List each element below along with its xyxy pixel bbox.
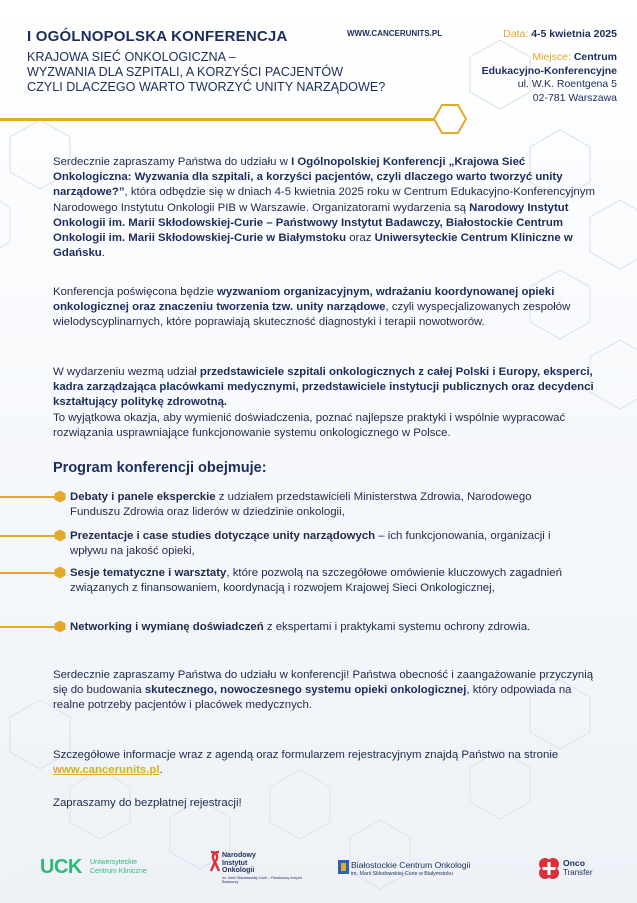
program-item-bold: Prezentacje i case studies dotyczące unity narządowych [70,530,376,542]
uck-logo-text [90,858,170,876]
place-street: ul. W.K. Roentgena 5 [517,78,617,90]
nio-name [222,852,256,875]
program-item-desc: z udziałem przedstawicieli Ministerstwa Zdrowia, Narodowego Funduszu Zdrowia oraz liderów w dziedzinie onkologii, [70,491,532,518]
program-item-bold: Networking i wymianę doświadczeń [70,621,264,633]
uck-logo-abbr: UCK [40,856,82,878]
focus-text: , czyli wyspecjalizowanych zespołów wielodyscyplinarnych, które poprawiają skuteczność diagnostyki i terapii nowotworów. [53,301,571,329]
oncotransfer-name: Onco [563,858,585,868]
event-date [503,28,617,40]
participants-text: To wyjątkowa okazja, aby wymienić doświadczenia, poznać najlepsze praktyki i wspólnie wypracować rozwiązania usprawniające funkcjonowanie systemu onkologicznego w Polsce. [53,411,566,439]
bco-subtitle: im. Marii Skłodowskiej-Curie w Białymstoku [351,871,453,877]
intro-text: . [101,247,105,260]
nio-name-line: Onkologii [222,867,255,874]
program-item-bold: Sesje tematyczne i warsztaty [70,567,227,579]
gold-divider [0,118,440,121]
focus-paragraph [53,285,598,331]
organizers-bold: Narodowy Instytut Onkologii im. Marii Skłodowskiej-Curie – Państwowy Instytut Badawczy, Białostockie Centrum Onkologii im. Marii Skłodowskiej-Curie w Białymstoku [53,201,569,245]
program-title: Program konferencji obejmuje: [53,460,267,476]
subtitle-line: KRAJOWA SIEĆ ONKOLOGICZNA – [27,50,236,64]
bullet-line [0,496,60,498]
nio-name-line: Narodowy [222,852,256,859]
hexagon-bullet-icon [54,566,66,579]
place-label: Miejsce: [532,51,571,63]
program-item-text [70,620,570,635]
intro-text: oraz [346,232,375,245]
program-item-text [70,566,570,596]
participants-paragraph [53,365,598,441]
place-city: 02-781 Warszawa [532,91,617,104]
focus-text: Konferencja poświęcona będzie [53,286,218,298]
bullet-line [0,535,60,537]
oncotransfer-sub: Transfer [563,868,593,877]
program-item-text [70,490,570,520]
bullet-line [0,572,60,574]
nio-subtitle: im. Marii Skłodowskiej-Curie – Państwowy Instytut Badawczy [222,876,302,885]
intro-paragraph [53,155,598,261]
bco-name: Białostockie Centrum Onkologii [351,860,471,870]
conference-subtitle [27,50,427,95]
info-text: . [159,764,163,777]
hexagon-bullet-icon [54,620,66,633]
focus-bold: wyzwaniom organizacyjnym, wdrażaniu koordynowanej opieki onkologicznej oraz znaczeniu tworzenia tzw. unity narządowe [53,286,555,314]
closing-bold: skutecznego, nowoczesnego systemu opieki onkologicznej [144,684,467,697]
closing-text: , który odpowiada na realne potrzeby pacjentów i placówek medycznych. [53,684,572,712]
subtitle-line: WYZWANIA DLA SZPITALI, A KORZYŚCI PACJENTÓW [27,65,344,79]
program-item-text [70,529,570,559]
info-text: Szczegółowe informacje wraz z agendą oraz formularzem rejestracyjnym znajdą Państwo na stronie [53,749,559,761]
date-label: Data: [503,28,529,40]
program-item-desc: z ekspertami i praktykami systemu ochrony zdrowia. [263,621,531,633]
program-item-desc: , które pozwolą na szczegółowe omówienie kluczowych zagadnień związanych z finansowaniem, koordynacją i rozwojem Krajowej Sieci Onkologicznej, [70,567,562,594]
intro-text: Serdecznie zapraszamy Państwa do udziału w [53,156,292,168]
final-invitation: Zapraszamy do bezpłatnej rejestracji! [53,797,242,809]
event-location [482,51,617,105]
partner-logos [0,850,637,890]
nio-name-line: Instytut [222,859,248,867]
intro-bold: I Ogólnopolskiej Konferencji „Krajowa Sieć Onkologiczna: Wyzwania dla szpitali, a korzyści pacjentów, czyli dlaczego warto tworzyć unity narządowe?” [53,156,563,199]
place-name-1: Centrum [573,51,617,63]
uck-logo [40,856,147,879]
organizer-uck-bold: Uniwersyteckie Centrum Kliniczne w Gdańsku [53,232,573,260]
closing-paragraph [53,668,598,714]
intro-text: , która odbędzie się w dniach 4-5 kwietnia 2025 roku w Centrum Edukacyjno-Konferencyjnym Narodowego Instytutu Onkologii PIB w Warszawie. Organizatorami wydarzenia są [53,186,595,214]
conference-title: I OGÓLNOPOLSKA KONFERENCJA [27,28,288,45]
date-value: 4-5 kwietnia 2025 [531,28,617,40]
participants-bold: przedstawiciele szpitali onkologicznych z całej Polski i Europy, eksperci, kadra zarządzająca placówkami medycznymi, przedstawiciele instytucji publicznych oraz decydenci kształtujący politykę zdrowotną. [53,366,594,409]
uck-name-line: Uniwersyteckie [90,859,138,866]
subtitle-line: CZYLI DLACZEGO WARTO TWORZYĆ UNITY NARZĄDOWE? [27,80,386,94]
bullet-line [0,626,60,628]
hexagon-bullet-icon [54,490,66,503]
participants-text: W wydarzeniu wezmą udział [53,366,200,378]
closing-text: Serdecznie zapraszamy Państwa do udziału w konferencji! Państwa obecność i zaangażowanie przyczynią się do budowania [53,669,594,697]
place-name-2: Edukacyjno-Konferencyjne [481,64,617,77]
oncotransfer-cross-icon [537,856,561,882]
nio-ribbon-icon [208,850,222,874]
bco-crest-icon [338,860,349,874]
info-paragraph [53,748,598,778]
program-item-desc: – ich funkcjonowania, organizacji i wpływu na jakość opieki, [70,530,551,557]
registration-link[interactable]: www.cancerunits.pl [53,764,160,777]
hexagon-icon [433,104,467,134]
hexagon-bullet-icon [54,529,66,542]
website-link[interactable]: WWW.CANCERUNITS.PL [347,29,443,38]
uck-name-line: Centrum Kliniczne [90,868,147,875]
program-item-bold: Debaty i panele eksperckie [70,491,216,503]
